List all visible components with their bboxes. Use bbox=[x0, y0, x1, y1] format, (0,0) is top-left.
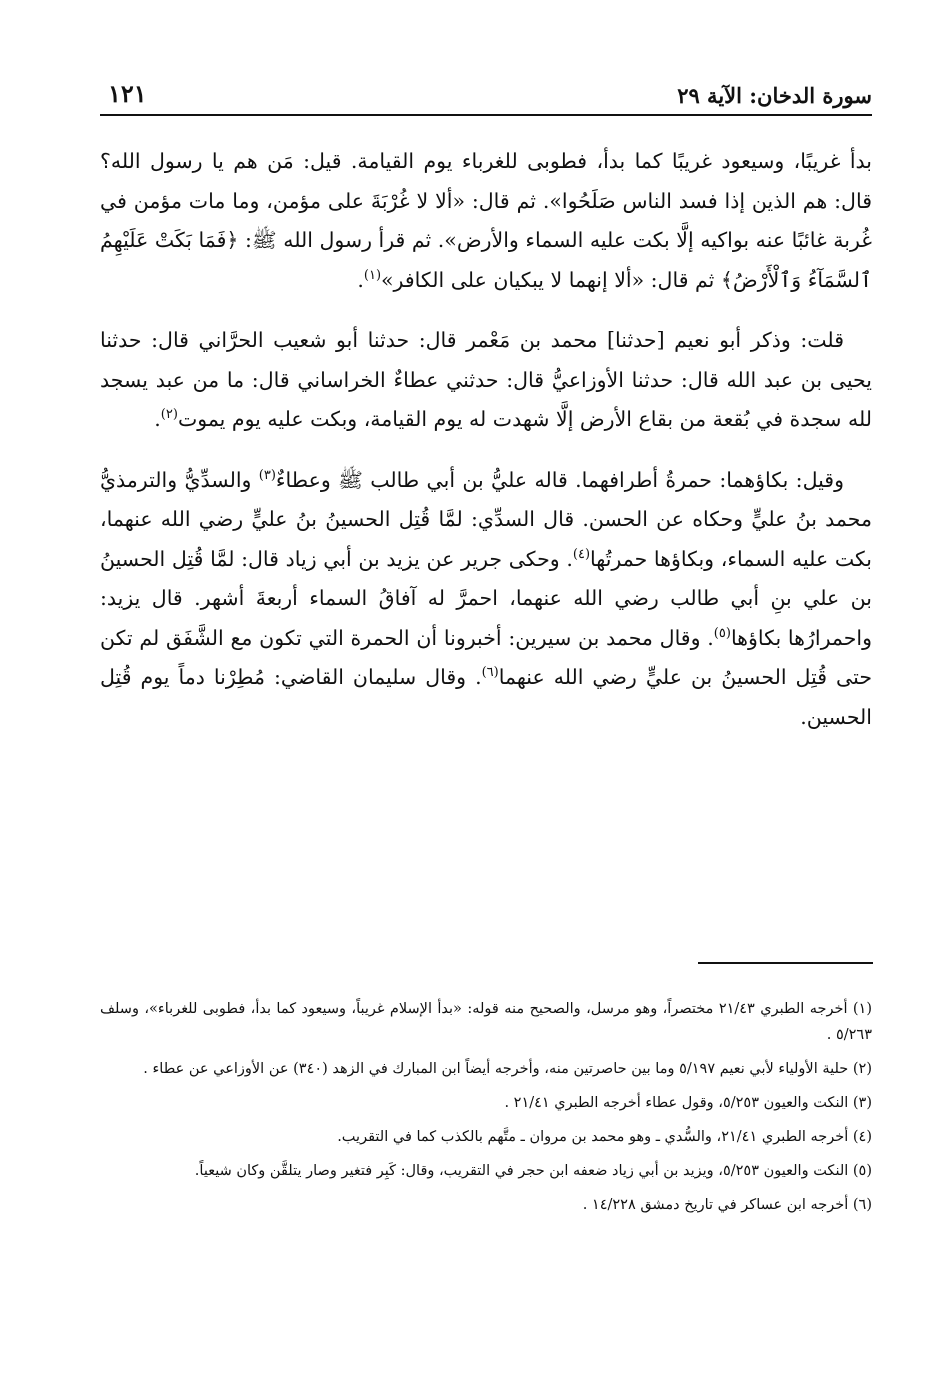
paragraph-2 bbox=[100, 321, 872, 440]
footnote-ref-6[interactable]: (٦) bbox=[481, 665, 499, 681]
paragraph-text: وقيل: بكاؤهما: حمرةُ أطرافهما. قاله عليُّ بن أبي طالب ﷺ وعطاءٌ bbox=[275, 467, 844, 492]
page-number: ١٢١ bbox=[108, 79, 147, 108]
footnote-divider bbox=[698, 962, 873, 964]
footnote-ref-3[interactable]: (٣) bbox=[258, 467, 276, 483]
paragraph-text: قلت: وذكر أبو نعيم [حدثنا] محمد بن مَعْمر قال: حدثنا أبو شعيب الحرَّاني قال: حدثنا يحيى بن عبد الله قال: حدثنا الأوزاعيُّ قال: حدثني عطاءٌ الخراساني قال: ما من عبد يسجد لله سجدة في بُقعة من بقاع الأرض إلَّا شهدت له يوم القيامة، وبكت عليه يوم يموت bbox=[100, 328, 872, 431]
running-title: سورة الدخان: الآية ٢٩ bbox=[677, 83, 872, 108]
footnote-ref-4[interactable]: (٤) bbox=[572, 546, 591, 562]
footnotes bbox=[100, 996, 872, 1226]
footnote-2: (٢) حلية الأولياء لأبي نعيم ٥/١٩٧ وما بين حاصرتين منه، وأخرجه أيضاً ابن المبارك في الزهد (٣٤٠) عن الأوزاعي عن عطاء . bbox=[143, 1061, 872, 1077]
paragraph-text: . وحكى جرير عن يزيد بن أبي زياد قال: لمَّا قُتِل الحسينُ بن علي بنِ أبي طالب رضي الله عنهما، احمرَّ له آفاقُ السماء أربعةَ أشهر. قال يزيد: واحمرارُها بكاؤها bbox=[100, 546, 873, 650]
paragraph-text: . وقال سليمان القاضي: مُطِرْنا دماً يوم قُتِل الحسين. bbox=[100, 665, 872, 729]
footnote-5: (٥) النكت والعيون ٥/٢٥٣، ويزيد بن أبي زياد ضعفه ابن حجر في التقريب، وقال: كَبِر فتغير وصار يتلقَّن وكان شيعياً. bbox=[194, 1163, 872, 1179]
paragraph-3 bbox=[100, 461, 872, 738]
paragraph-text: ثم قال: «ألا إنهما لا يبكيان على الكافر» bbox=[381, 267, 721, 292]
footnote-ref-5[interactable]: (٥) bbox=[713, 625, 731, 641]
footnote-ref-2[interactable]: (٢) bbox=[160, 407, 178, 423]
footnote-6: (٦) أخرجه ابن عساكر في تاريخ دمشق ١٤/٢٢٨ . bbox=[582, 1197, 872, 1213]
page-header bbox=[100, 72, 872, 116]
paragraph-text: . وقال محمد بن سيرين: أخبرونا أن الحمرة التي تكون مع الشَّفَق لم تكن حتى قُتِل الحسينُ بن عليٍّ رضي الله عنهما bbox=[100, 625, 872, 689]
footnote-4: (٤) أخرجه الطبري ٢١/٤١، والسُّدي ـ وهو محمد بن مروان ـ متَّهم بالكذب كما في التقريب. bbox=[337, 1129, 872, 1145]
paragraph-text: بدأ غريبًا، وسيعود غريبًا كما بدأ، فطوبى للغرباء يوم القيامة. قيل: مَن هم يا رسول الله؟ قال: هم الذين إذا فسد الناس صَلَحُوا». ثم قال: «ألا لا غُرْبَةَ على مؤمن، وما مات مؤمن في غُربة غائبًا عنه بواكيه إلَّا بكت عليه السماء والأرض». ثم قرأ رسول الله ﷺ: bbox=[100, 149, 872, 252]
paragraph-1 bbox=[100, 142, 872, 300]
main-text bbox=[100, 142, 872, 758]
paragraph-text: والسدِّيُّ والترمذيُّ محمد بنُ عليٍّ وحكاه عن الحسن. قال السدِّي: لمَّا قُتِل الحسينُ بنُ عليٍّ رضي الله عنهما، بكت عليه السماء، وبكاؤها حمرتُها bbox=[100, 467, 872, 571]
quran-verse: ﴿فَمَا بَكَتْ عَلَيْهِمُ ٱلسَّمَآءُ وَٱلْأَرْضُ﴾ bbox=[100, 228, 872, 292]
footnote-ref-1[interactable]: (١) bbox=[363, 267, 382, 283]
paragraph-text: . bbox=[357, 267, 364, 292]
footnote-3: (٣) النكت والعيون ٥/٢٥٣، وقول عطاء أخرجه الطبري ٢١/٤١ . bbox=[504, 1095, 872, 1111]
footnote-1: (١) أخرجه الطبري ٢١/٤٣ مختصراً، وهو مرسل، والصحيح منه قوله: «بدأ الإسلام غريباً، وسيعود كما بدأ، فطوبى للغرباء»، وسلف ٥/٢٦٣ . bbox=[100, 1001, 872, 1043]
paragraph-text: . bbox=[154, 407, 161, 431]
